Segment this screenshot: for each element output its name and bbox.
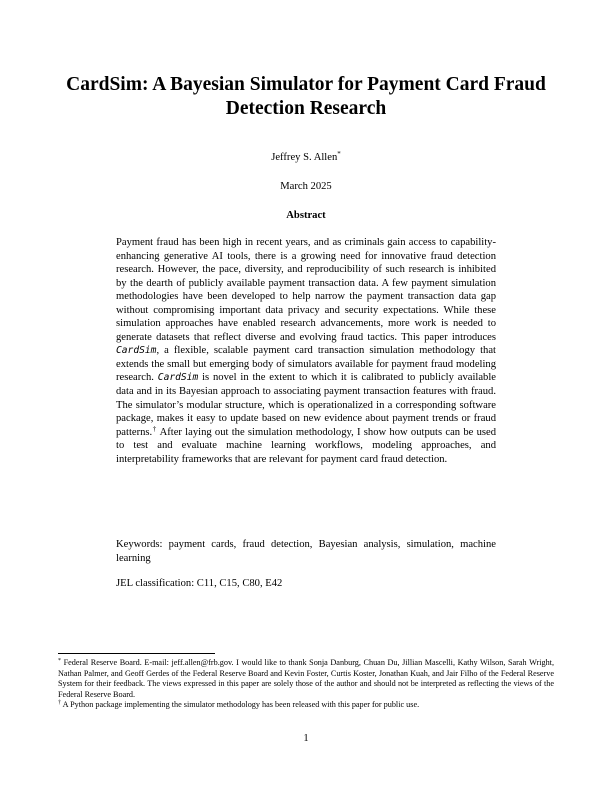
abstract-text-2: , a flexible, scalable payment card transaction simulation methodology that extends the small but emerging body of simulators available for payment fraud modeling research. [116,345,496,384]
abstract-text-4: After laying out the simulation methodology, I show how outputs can be used to test and evaluate machine learning workflows, modeling approaches, and interpretability frameworks that are relevant for payment card fraud detection. [116,426,496,465]
footnote-divider [58,653,215,654]
author-footnote-mark: * [337,150,341,158]
footnote [58,658,554,700]
keywords: Keywords: payment cards, fraud detection, Bayesian analysis, simulation, machine learning [116,539,496,564]
author-name: Jeffrey S. Allen [271,152,338,163]
footnote-text: Federal Reserve Board. E-mail: jeff.allen@frb.gov. I would like to thank Sonja Danburg, Chuan Du, Jillian Mascelli, Kathy Wilson, Sarah Wright, Nathan Palmer, and Geoff Gerdes of the Federal Reserve Board and Kevin Foster, Curtis Koster, Jonathan Kuah, and Jair Filho of the Federal Reserve System for their feedback. The views expressed in this paper are solely those of the author and should not be interpreted as reflecting the views of the Federal Reserve Board. [58,658,554,699]
footnotes [58,658,554,711]
abstract-footnote-mark: † [152,424,157,433]
abstract-text-1: Payment fraud has been high in recent years, and as criminals gain access to capability-enhancing generative AI tools, there is a growing need for innovative fraud detection research. However, the pace, diversity, and reproducibility of such research is inhibited by the dearth of publicly available payment transaction data. A few payment simulation methodologies have been developed to help narrow the payment transaction data gap without compromising important data privacy and security expectations. While these simulation approaches have enabled research advancements, more work is needed to generate datasets that reflect diverse and evolving fraud tactics. This paper introduces [116,237,496,343]
abstract-text-3: is novel in the extent to which it is calibrated to publicly available data and in its Bayesian approach to associating payment transaction features with fraud. The simulator’s modular structure, which is operationalized in a corresponding software package, makes it easy to update based on new evidence about payment trends or fraud patterns. [116,372,496,438]
footnote-mark: † [58,700,61,706]
author-line [0,150,612,163]
footnote [58,700,554,711]
footnote-mark: * [58,658,61,664]
jel-classification: JEL classification: C11, C15, C80, E42 [116,578,283,589]
abstract-code-term-2: CardSim [157,372,199,384]
page-number: 1 [303,733,309,744]
abstract-code-term-1: CardSim [116,345,157,357]
abstract-heading: Abstract [286,210,326,221]
footnote-text: A Python package implementing the simulator methodology has been released with this paper for public use. [61,700,420,709]
abstract-body [116,236,496,466]
publication-date: March 2025 [280,181,332,192]
paper-title: CardSim: A Bayesian Simulator for Payment Card Fraud Detection Research [66,74,546,119]
